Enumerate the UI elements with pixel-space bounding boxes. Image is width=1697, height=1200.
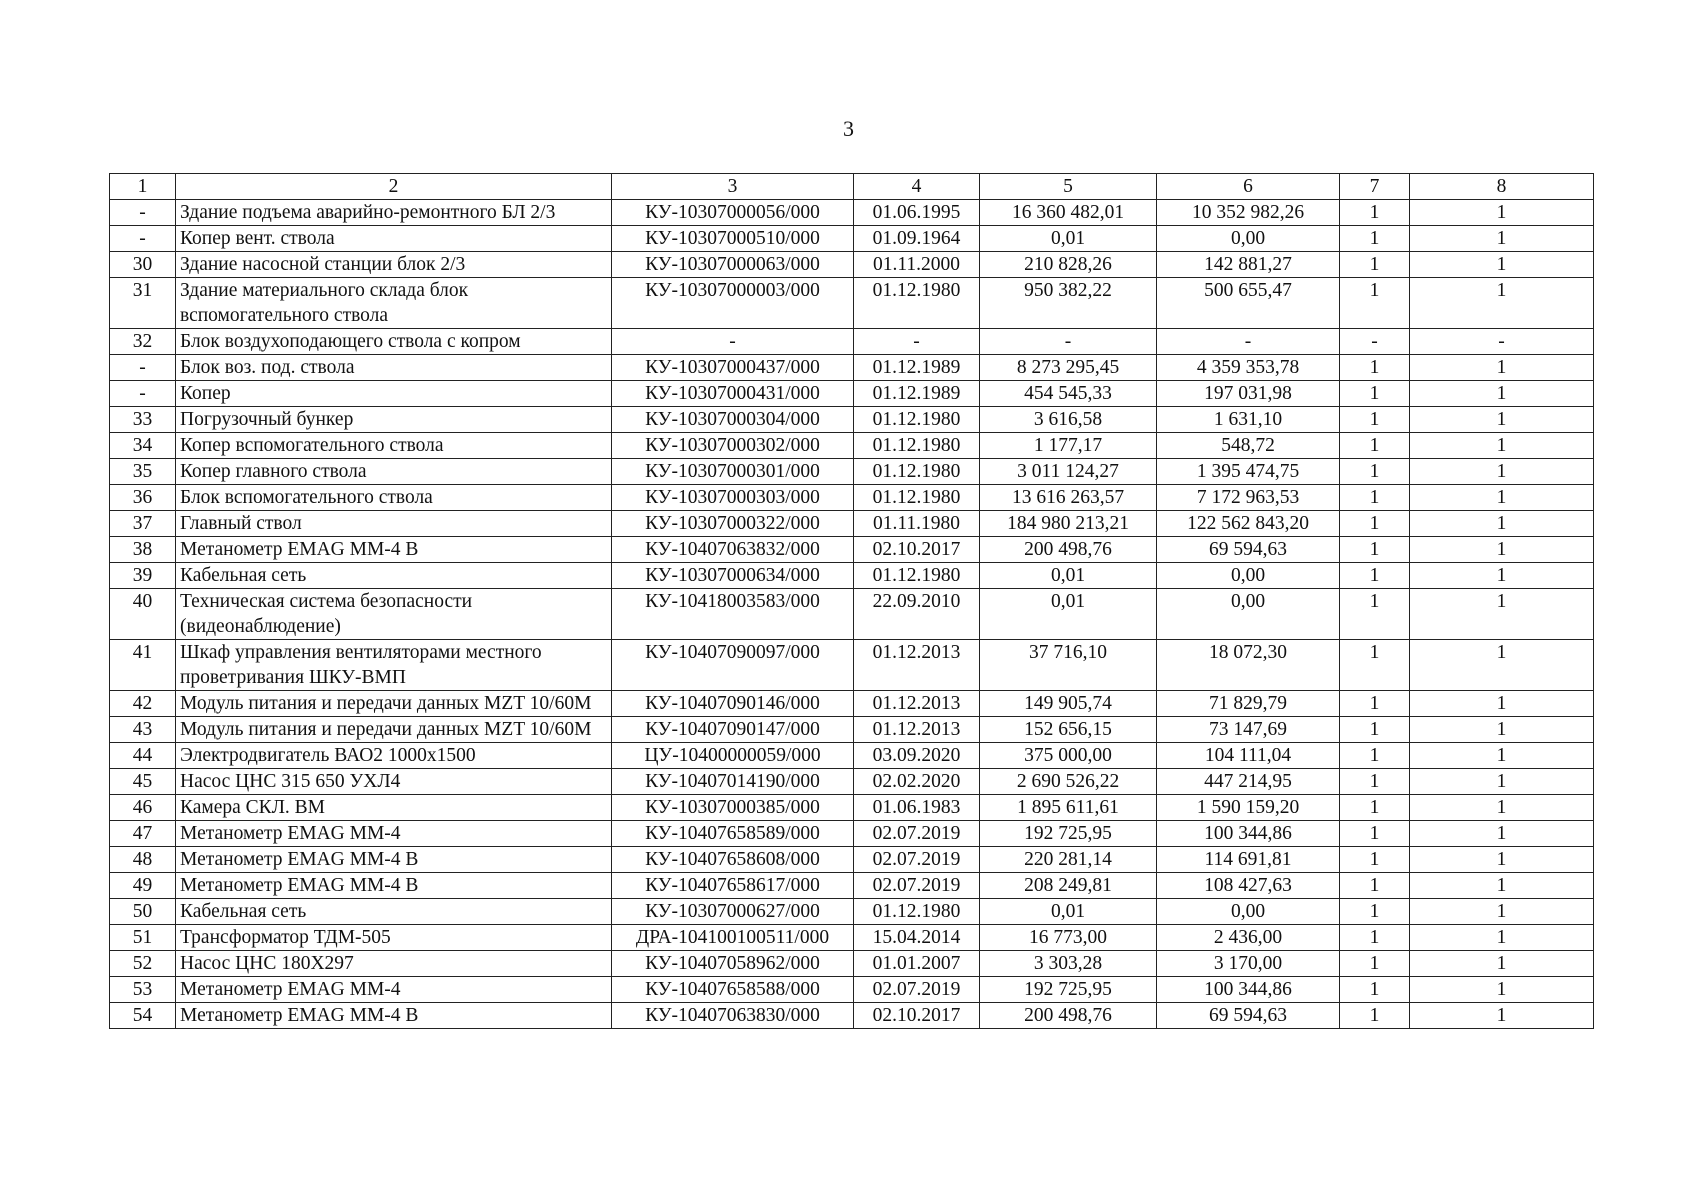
quantity-cell: 1 <box>1340 640 1410 691</box>
asset-name-cell: Метанометр EMAG MM-4 B <box>176 537 612 563</box>
date-cell: - <box>854 329 980 355</box>
quantity-actual-cell: 1 <box>1410 252 1594 278</box>
date-cell: 15.04.2014 <box>854 925 980 951</box>
inventory-code-cell: КУ-10307000304/000 <box>612 407 854 433</box>
residual-cost-cell: 108 427,63 <box>1157 873 1340 899</box>
table-row <box>110 977 1594 1003</box>
quantity-cell: 1 <box>1340 355 1410 381</box>
asset-name-cell: Копер вспомогательного ствола <box>176 433 612 459</box>
quantity-actual-cell: 1 <box>1410 899 1594 925</box>
inventory-code-cell: КУ-10307000303/000 <box>612 485 854 511</box>
table-row <box>110 278 1594 329</box>
initial-cost-cell: 1 177,17 <box>980 433 1157 459</box>
quantity-cell: 1 <box>1340 459 1410 485</box>
initial-cost-cell: 16 360 482,01 <box>980 200 1157 226</box>
inventory-code-cell: КУ-10407090146/000 <box>612 691 854 717</box>
quantity-cell: 1 <box>1340 847 1410 873</box>
quantity-actual-cell: 1 <box>1410 278 1594 329</box>
quantity-actual-cell: 1 <box>1410 873 1594 899</box>
table-row <box>110 252 1594 278</box>
initial-cost-cell: 3 303,28 <box>980 951 1157 977</box>
table-row <box>110 717 1594 743</box>
table-row <box>110 821 1594 847</box>
header-cell-3: 3 <box>612 174 854 200</box>
residual-cost-cell: 114 691,81 <box>1157 847 1340 873</box>
residual-cost-cell: 0,00 <box>1157 563 1340 589</box>
date-cell: 01.12.1989 <box>854 355 980 381</box>
inventory-code-cell: КУ-10407063830/000 <box>612 1003 854 1029</box>
row-number-cell: - <box>110 200 176 226</box>
asset-name-cell: Насос ЦНС 180Х297 <box>176 951 612 977</box>
date-cell: 01.01.2007 <box>854 951 980 977</box>
inventory-code-cell: ДРА-104100100511/000 <box>612 925 854 951</box>
row-number-cell: - <box>110 355 176 381</box>
initial-cost-cell: 0,01 <box>980 226 1157 252</box>
quantity-actual-cell: 1 <box>1410 511 1594 537</box>
quantity-cell: 1 <box>1340 769 1410 795</box>
residual-cost-cell: 548,72 <box>1157 433 1340 459</box>
quantity-actual-cell: 1 <box>1410 640 1594 691</box>
quantity-cell: 1 <box>1340 873 1410 899</box>
quantity-cell: 1 <box>1340 743 1410 769</box>
quantity-cell: 1 <box>1340 511 1410 537</box>
header-cell-6: 6 <box>1157 174 1340 200</box>
date-cell: 01.12.1980 <box>854 433 980 459</box>
quantity-actual-cell: 1 <box>1410 381 1594 407</box>
initial-cost-cell: 0,01 <box>980 589 1157 640</box>
row-number-cell: 39 <box>110 563 176 589</box>
row-number-cell: 48 <box>110 847 176 873</box>
asset-name-cell: Кабельная сеть <box>176 899 612 925</box>
initial-cost-cell: 192 725,95 <box>980 821 1157 847</box>
table-row <box>110 537 1594 563</box>
initial-cost-cell: 3 616,58 <box>980 407 1157 433</box>
date-cell: 01.12.1980 <box>854 485 980 511</box>
residual-cost-cell: 0,00 <box>1157 226 1340 252</box>
quantity-actual-cell: 1 <box>1410 407 1594 433</box>
inventory-code-cell: КУ-10407090097/000 <box>612 640 854 691</box>
residual-cost-cell: 73 147,69 <box>1157 717 1340 743</box>
table-row <box>110 795 1594 821</box>
asset-name-cell: Копер главного ствола <box>176 459 612 485</box>
date-cell: 01.12.1980 <box>854 407 980 433</box>
quantity-actual-cell: 1 <box>1410 485 1594 511</box>
initial-cost-cell: 37 716,10 <box>980 640 1157 691</box>
asset-name-cell: Модуль питания и передачи данных MZT 10/60M <box>176 717 612 743</box>
quantity-actual-cell: 1 <box>1410 717 1594 743</box>
table-row <box>110 563 1594 589</box>
date-cell: 01.09.1964 <box>854 226 980 252</box>
initial-cost-cell: 149 905,74 <box>980 691 1157 717</box>
asset-name-cell: Трансформатор ТДМ-505 <box>176 925 612 951</box>
table-row <box>110 691 1594 717</box>
residual-cost-cell: 0,00 <box>1157 899 1340 925</box>
quantity-actual-cell: 1 <box>1410 459 1594 485</box>
residual-cost-cell: 1 631,10 <box>1157 407 1340 433</box>
residual-cost-cell: 122 562 843,20 <box>1157 511 1340 537</box>
inventory-code-cell: КУ-10407658589/000 <box>612 821 854 847</box>
inventory-code-cell: КУ-10307000627/000 <box>612 899 854 925</box>
initial-cost-cell: 0,01 <box>980 563 1157 589</box>
date-cell: 01.06.1995 <box>854 200 980 226</box>
table-row <box>110 640 1594 691</box>
table-row <box>110 200 1594 226</box>
asset-name-cell: Блок воз. под. ствола <box>176 355 612 381</box>
quantity-actual-cell: 1 <box>1410 977 1594 1003</box>
initial-cost-cell: 13 616 263,57 <box>980 485 1157 511</box>
residual-cost-cell: 0,00 <box>1157 589 1340 640</box>
row-number-cell: 54 <box>110 1003 176 1029</box>
table-row <box>110 485 1594 511</box>
row-number-cell: 50 <box>110 899 176 925</box>
inventory-code-cell: КУ-10307000003/000 <box>612 278 854 329</box>
initial-cost-cell: 220 281,14 <box>980 847 1157 873</box>
page-number: 3 <box>843 116 854 141</box>
asset-name-cell: Блок воздухоподающего ствола с копром <box>176 329 612 355</box>
date-cell: 01.12.2013 <box>854 640 980 691</box>
quantity-actual-cell: 1 <box>1410 821 1594 847</box>
quantity-actual-cell: 1 <box>1410 847 1594 873</box>
date-cell: 01.11.2000 <box>854 252 980 278</box>
inventory-code-cell: КУ-10307000302/000 <box>612 433 854 459</box>
asset-name-cell: Метанометр EMAG MM-4 <box>176 821 612 847</box>
row-number-cell: 32 <box>110 329 176 355</box>
quantity-cell: 1 <box>1340 821 1410 847</box>
date-cell: 01.06.1983 <box>854 795 980 821</box>
residual-cost-cell: 7 172 963,53 <box>1157 485 1340 511</box>
date-cell: 01.12.1980 <box>854 459 980 485</box>
asset-name-cell: Метанометр EMAG MM-4 <box>176 977 612 1003</box>
date-cell: 01.12.2013 <box>854 691 980 717</box>
initial-cost-cell: 200 498,76 <box>980 1003 1157 1029</box>
inventory-code-cell: КУ-10307000510/000 <box>612 226 854 252</box>
asset-name-cell: Метанометр EMAG MM-4 B <box>176 847 612 873</box>
inventory-code-cell: КУ-10307000437/000 <box>612 355 854 381</box>
quantity-cell: 1 <box>1340 899 1410 925</box>
table-row <box>110 743 1594 769</box>
residual-cost-cell: 10 352 982,26 <box>1157 200 1340 226</box>
inventory-code-cell: КУ-10307000056/000 <box>612 200 854 226</box>
asset-name-cell: Камера СКЛ. ВМ <box>176 795 612 821</box>
table-row <box>110 355 1594 381</box>
asset-name-cell: Здание подъема аварийно-ремонтного БЛ 2/3 <box>176 200 612 226</box>
quantity-actual-cell: 1 <box>1410 769 1594 795</box>
quantity-cell: 1 <box>1340 485 1410 511</box>
inventory-code-cell: ЦУ-10400000059/000 <box>612 743 854 769</box>
inventory-code-cell: КУ-10407658588/000 <box>612 977 854 1003</box>
quantity-cell: 1 <box>1340 977 1410 1003</box>
quantity-cell: 1 <box>1340 381 1410 407</box>
initial-cost-cell: 8 273 295,45 <box>980 355 1157 381</box>
asset-name-cell: Копер <box>176 381 612 407</box>
table-row <box>110 329 1594 355</box>
inventory-code-cell: КУ-10307000322/000 <box>612 511 854 537</box>
quantity-actual-cell: - <box>1410 329 1594 355</box>
initial-cost-cell: 1 895 611,61 <box>980 795 1157 821</box>
residual-cost-cell: 447 214,95 <box>1157 769 1340 795</box>
initial-cost-cell: 184 980 213,21 <box>980 511 1157 537</box>
initial-cost-cell: 210 828,26 <box>980 252 1157 278</box>
header-cell-7: 7 <box>1340 174 1410 200</box>
asset-name-cell: Блок вспомогательного ствола <box>176 485 612 511</box>
date-cell: 02.07.2019 <box>854 873 980 899</box>
quantity-cell: 1 <box>1340 252 1410 278</box>
table-row <box>110 925 1594 951</box>
row-number-cell: 43 <box>110 717 176 743</box>
table-row <box>110 847 1594 873</box>
initial-cost-cell: 454 545,33 <box>980 381 1157 407</box>
quantity-actual-cell: 1 <box>1410 563 1594 589</box>
residual-cost-cell: 142 881,27 <box>1157 252 1340 278</box>
row-number-cell: 36 <box>110 485 176 511</box>
quantity-cell: 1 <box>1340 278 1410 329</box>
quantity-actual-cell: 1 <box>1410 226 1594 252</box>
date-cell: 01.11.1980 <box>854 511 980 537</box>
quantity-cell: 1 <box>1340 795 1410 821</box>
date-cell: 01.12.1989 <box>854 381 980 407</box>
date-cell: 03.09.2020 <box>854 743 980 769</box>
asset-name-cell: Здание материального склада блок вспомогательного ствола <box>176 278 612 329</box>
inventory-code-cell: КУ-10407658608/000 <box>612 847 854 873</box>
initial-cost-cell: 152 656,15 <box>980 717 1157 743</box>
inventory-code-cell: КУ-10418003583/000 <box>612 589 854 640</box>
table-row <box>110 433 1594 459</box>
table-row <box>110 899 1594 925</box>
row-number-cell: - <box>110 381 176 407</box>
residual-cost-cell: 18 072,30 <box>1157 640 1340 691</box>
quantity-actual-cell: 1 <box>1410 589 1594 640</box>
residual-cost-cell: 71 829,79 <box>1157 691 1340 717</box>
table-row <box>110 589 1594 640</box>
table-row <box>110 407 1594 433</box>
initial-cost-cell: 2 690 526,22 <box>980 769 1157 795</box>
row-number-cell: 37 <box>110 511 176 537</box>
row-number-cell: 42 <box>110 691 176 717</box>
quantity-cell: 1 <box>1340 433 1410 459</box>
row-number-cell: 44 <box>110 743 176 769</box>
table-header-row <box>110 174 1594 200</box>
date-cell: 02.10.2017 <box>854 1003 980 1029</box>
table-row <box>110 951 1594 977</box>
row-number-cell: 49 <box>110 873 176 899</box>
row-number-cell: 38 <box>110 537 176 563</box>
inventory-code-cell: КУ-10407063832/000 <box>612 537 854 563</box>
quantity-cell: 1 <box>1340 951 1410 977</box>
quantity-cell: 1 <box>1340 925 1410 951</box>
row-number-cell: 35 <box>110 459 176 485</box>
residual-cost-cell: 69 594,63 <box>1157 537 1340 563</box>
quantity-actual-cell: 1 <box>1410 200 1594 226</box>
residual-cost-cell: 197 031,98 <box>1157 381 1340 407</box>
row-number-cell: 51 <box>110 925 176 951</box>
date-cell: 02.07.2019 <box>854 977 980 1003</box>
inventory-code-cell: КУ-10307000063/000 <box>612 252 854 278</box>
date-cell: 02.07.2019 <box>854 821 980 847</box>
asset-name-cell: Метанометр EMAG MM-4 B <box>176 873 612 899</box>
inventory-code-cell: КУ-10407090147/000 <box>612 717 854 743</box>
row-number-cell: 40 <box>110 589 176 640</box>
inventory-code-cell: КУ-10307000634/000 <box>612 563 854 589</box>
asset-name-cell: Копер вент. ствола <box>176 226 612 252</box>
initial-cost-cell: 192 725,95 <box>980 977 1157 1003</box>
header-cell-2: 2 <box>176 174 612 200</box>
residual-cost-cell: - <box>1157 329 1340 355</box>
quantity-actual-cell: 1 <box>1410 951 1594 977</box>
date-cell: 02.07.2019 <box>854 847 980 873</box>
row-number-cell: 46 <box>110 795 176 821</box>
quantity-cell: 1 <box>1340 717 1410 743</box>
asset-name-cell: Здание насосной станции блок 2/3 <box>176 252 612 278</box>
asset-name-cell: Погрузочный бункер <box>176 407 612 433</box>
header-cell-5: 5 <box>980 174 1157 200</box>
quantity-actual-cell: 1 <box>1410 925 1594 951</box>
residual-cost-cell: 1 395 474,75 <box>1157 459 1340 485</box>
quantity-actual-cell: 1 <box>1410 1003 1594 1029</box>
quantity-cell: 1 <box>1340 226 1410 252</box>
asset-name-cell: Техническая система безопасности (видеонаблюдение) <box>176 589 612 640</box>
initial-cost-cell: 0,01 <box>980 899 1157 925</box>
table-row <box>110 459 1594 485</box>
initial-cost-cell: 375 000,00 <box>980 743 1157 769</box>
asset-name-cell: Главный ствол <box>176 511 612 537</box>
initial-cost-cell: - <box>980 329 1157 355</box>
date-cell: 22.09.2010 <box>854 589 980 640</box>
residual-cost-cell: 100 344,86 <box>1157 977 1340 1003</box>
row-number-cell: 30 <box>110 252 176 278</box>
table-row <box>110 1003 1594 1029</box>
initial-cost-cell: 16 773,00 <box>980 925 1157 951</box>
residual-cost-cell: 2 436,00 <box>1157 925 1340 951</box>
residual-cost-cell: 3 170,00 <box>1157 951 1340 977</box>
residual-cost-cell: 104 111,04 <box>1157 743 1340 769</box>
date-cell: 02.02.2020 <box>854 769 980 795</box>
quantity-actual-cell: 1 <box>1410 537 1594 563</box>
asset-name-cell: Модуль питания и передачи данных MZT 10/60M <box>176 691 612 717</box>
quantity-actual-cell: 1 <box>1410 691 1594 717</box>
header-cell-1: 1 <box>110 174 176 200</box>
initial-cost-cell: 200 498,76 <box>980 537 1157 563</box>
quantity-cell: 1 <box>1340 1003 1410 1029</box>
date-cell: 01.12.1980 <box>854 278 980 329</box>
table-row <box>110 511 1594 537</box>
quantity-cell: 1 <box>1340 589 1410 640</box>
date-cell: 02.10.2017 <box>854 537 980 563</box>
residual-cost-cell: 1 590 159,20 <box>1157 795 1340 821</box>
initial-cost-cell: 950 382,22 <box>980 278 1157 329</box>
quantity-actual-cell: 1 <box>1410 355 1594 381</box>
quantity-cell: 1 <box>1340 691 1410 717</box>
date-cell: 01.12.1980 <box>854 899 980 925</box>
asset-register-table <box>109 173 1594 1029</box>
table-row <box>110 769 1594 795</box>
quantity-cell: 1 <box>1340 407 1410 433</box>
asset-name-cell: Электродвигатель ВАО2 1000х1500 <box>176 743 612 769</box>
asset-name-cell: Шкаф управления вентиляторами местного проветривания ШКУ-ВМП <box>176 640 612 691</box>
inventory-code-cell: КУ-10407658617/000 <box>612 873 854 899</box>
initial-cost-cell: 3 011 124,27 <box>980 459 1157 485</box>
residual-cost-cell: 4 359 353,78 <box>1157 355 1340 381</box>
row-number-cell: 47 <box>110 821 176 847</box>
date-cell: 01.12.1980 <box>854 563 980 589</box>
inventory-code-cell: - <box>612 329 854 355</box>
quantity-cell: 1 <box>1340 200 1410 226</box>
row-number-cell: 53 <box>110 977 176 1003</box>
asset-name-cell: Кабельная сеть <box>176 563 612 589</box>
table-row <box>110 226 1594 252</box>
row-number-cell: 41 <box>110 640 176 691</box>
inventory-code-cell: КУ-10407014190/000 <box>612 769 854 795</box>
table-row <box>110 873 1594 899</box>
date-cell: 01.12.2013 <box>854 717 980 743</box>
header-cell-8: 8 <box>1410 174 1594 200</box>
header-cell-4: 4 <box>854 174 980 200</box>
quantity-actual-cell: 1 <box>1410 433 1594 459</box>
residual-cost-cell: 100 344,86 <box>1157 821 1340 847</box>
quantity-cell: - <box>1340 329 1410 355</box>
quantity-cell: 1 <box>1340 537 1410 563</box>
residual-cost-cell: 500 655,47 <box>1157 278 1340 329</box>
initial-cost-cell: 208 249,81 <box>980 873 1157 899</box>
row-number-cell: 31 <box>110 278 176 329</box>
table-row <box>110 381 1594 407</box>
inventory-code-cell: КУ-10307000431/000 <box>612 381 854 407</box>
row-number-cell: 52 <box>110 951 176 977</box>
row-number-cell: - <box>110 226 176 252</box>
inventory-code-cell: КУ-10307000385/000 <box>612 795 854 821</box>
inventory-code-cell: КУ-10407058962/000 <box>612 951 854 977</box>
row-number-cell: 34 <box>110 433 176 459</box>
row-number-cell: 33 <box>110 407 176 433</box>
row-number-cell: 45 <box>110 769 176 795</box>
asset-name-cell: Насос ЦНС 315 650 УХЛ4 <box>176 769 612 795</box>
quantity-actual-cell: 1 <box>1410 743 1594 769</box>
residual-cost-cell: 69 594,63 <box>1157 1003 1340 1029</box>
inventory-code-cell: КУ-10307000301/000 <box>612 459 854 485</box>
asset-name-cell: Метанометр EMAG MM-4 B <box>176 1003 612 1029</box>
quantity-cell: 1 <box>1340 563 1410 589</box>
quantity-actual-cell: 1 <box>1410 795 1594 821</box>
